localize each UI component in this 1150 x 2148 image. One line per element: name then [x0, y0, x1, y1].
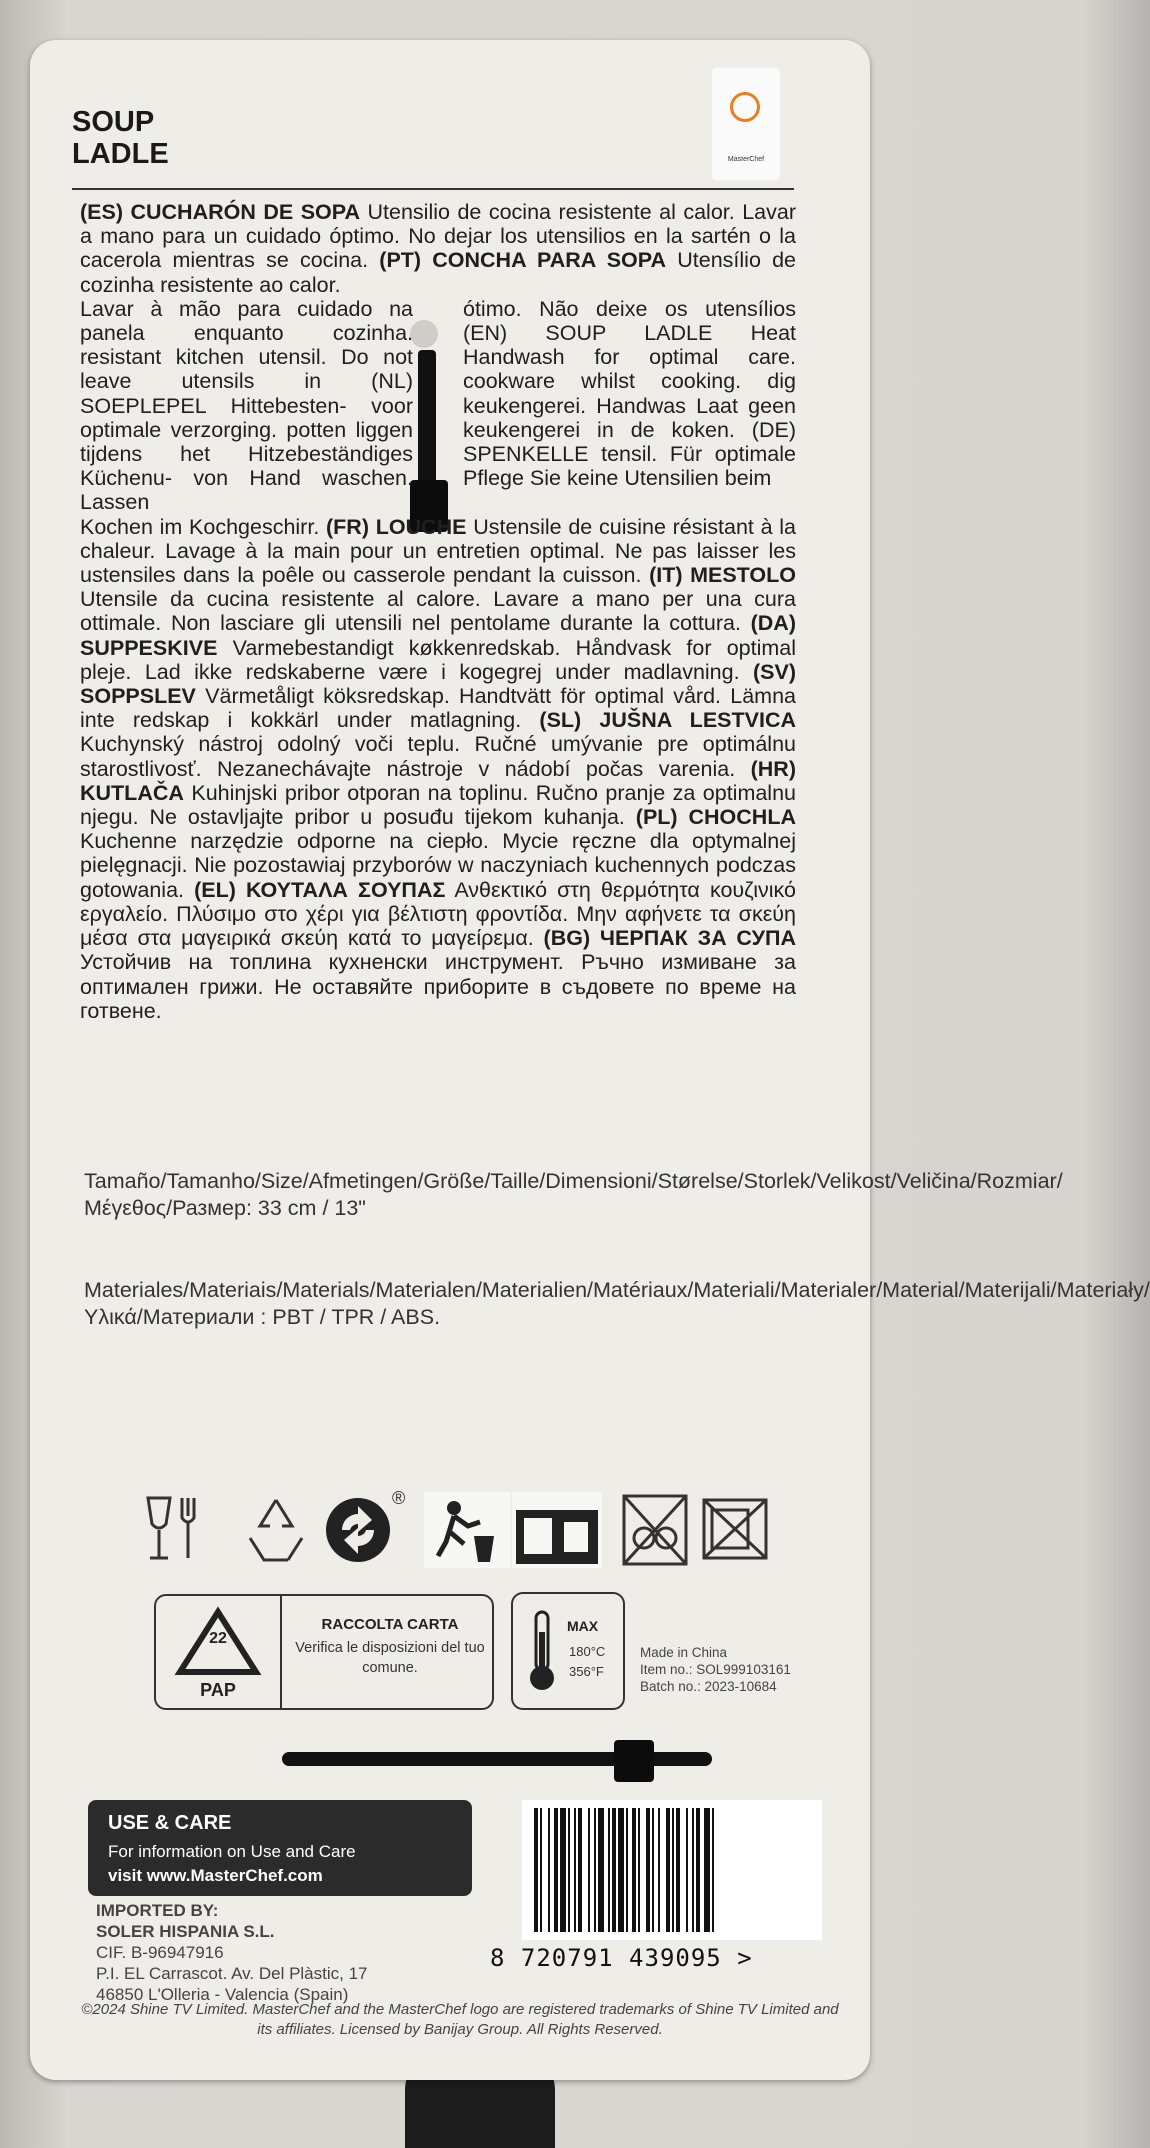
right-column-text: ótimo. Não deixe os utensílios (EN) SOUP LADLE Heat Handwash for optimal care. cookware whilst cooking. dig keukengerei. Handwas Laat geen keukengerei in de koken. (DE) SPENKELLE tensil. Für optimale Pflege Sie keine Utensilien beim — [463, 296, 796, 491]
materials-info: Materiales/Materiais/Materials/Materialen/Materialien/Matériaux/Materiali/Materialer/Material/Materijali/Materiały/Υλικά/Материали : PBT / TPR / ABS. — [84, 1278, 1150, 1329]
barcode-bar — [608, 1808, 610, 1932]
use-care-link[interactable]: visit www.MasterChef.com — [108, 1866, 323, 1885]
registered-mark: ® — [392, 1488, 406, 1508]
copyright-notice: ©2024 Shine TV Limited. MasterChef and the MasterChef logo are registered trademarks of Shine TV Limited and its affiliates. Licensed by Banijay Group. All Rights Reserved. — [81, 2001, 839, 2038]
size-info: Tamaño/Tamanho/Size/Afmetingen/Größe/Taille/Dimensioni/Størelse/Storlek/Velikost/Veličina/Rozmiar/Μέγεθος/Размер: 33 cm / 13" — [84, 1169, 1063, 1220]
pap-recycling-box — [154, 1594, 494, 1710]
rest-paragraph — [80, 515, 796, 1023]
barcode-bar — [612, 1808, 616, 1932]
food-safe-icon — [140, 1492, 220, 1568]
language-label: (HR) KUTLAČA — [80, 756, 796, 805]
raccolta-title: RACCOLTA CARTA — [321, 1616, 459, 1633]
barcode-bar — [534, 1808, 538, 1932]
logo-ring-icon — [730, 92, 760, 122]
barcode-bar — [548, 1808, 550, 1932]
barcode-bar — [686, 1808, 688, 1932]
recycle-bin-icon — [512, 1492, 602, 1568]
barcode-bar — [672, 1808, 674, 1932]
pap-label: PAP — [200, 1680, 236, 1700]
language-label: (SV) SOPPSLEV — [80, 659, 796, 709]
importer-address2: 46850 L'Olleria - Valencia (Spain) — [96, 1985, 349, 2004]
description-text: Utensílio de cozinha resistente ao calor. — [80, 248, 796, 297]
importer-name: SOLER HISPANIA S.L. — [96, 1922, 275, 1941]
barcode-bar — [618, 1808, 624, 1932]
importer-info — [96, 1900, 476, 2005]
temp-celsius: 180°C — [569, 1644, 606, 1659]
language-label: (PT) CONCHA PARA SOPA — [379, 248, 667, 273]
barcode-bar — [638, 1808, 640, 1932]
description-text: Устойчив на топлина кухненски инструмент. Ръчно измиване за оптимален грижи. Не оставяйте приборите в съдовете по време на готвене. — [80, 950, 796, 1023]
temp-fahrenheit: 356°F — [569, 1664, 604, 1679]
product-title: SOUP LADLE — [72, 106, 169, 170]
temp-max-label: MAX — [567, 1618, 599, 1634]
no-dishwasher-icon — [620, 1492, 690, 1568]
importer-cif: CIF. B-96947916 — [96, 1943, 224, 1962]
thermometer-icon — [525, 1608, 559, 1696]
max-temperature-box — [511, 1592, 625, 1710]
language-label: (IT) MESTOLO — [649, 563, 796, 588]
language-label: (FR) LOUCHE — [326, 514, 467, 539]
barcode-digits: 8 720791 439095 > — [490, 1944, 753, 1972]
masterchef-logo — [712, 68, 780, 180]
raccolta-note: Verifica le disposizioni del tuo comune. — [295, 1640, 485, 1676]
description-text: Kuchenne narzędzie odporne na ciepło. Mycie ręczne dla optymalnej pielęgnacji. Nie pozostawiaj przyborów w naczyniach kuchennych podczas gotowania. — [80, 829, 796, 902]
barcode-bar — [676, 1808, 680, 1932]
barcode-bar — [578, 1808, 582, 1932]
barcode-bar — [696, 1808, 700, 1932]
barcode-bar — [646, 1808, 650, 1932]
barcode-bar — [554, 1808, 558, 1932]
use-care-line1: For information on Use and Care — [108, 1842, 356, 1861]
title-divider — [72, 188, 794, 190]
barcode-bar — [712, 1808, 714, 1932]
language-label: (SL) JUŠNA LESTVICA — [539, 708, 796, 733]
barcode-bar — [632, 1808, 636, 1932]
green-dot-icon — [320, 1492, 400, 1568]
description-text: Utensilio de cocina resistente al calor. Lavar a mano para un cuidado óptimo. No dejar los utensilios en la sartén o la cacerola mientras se cocina. — [80, 200, 796, 273]
use-care-box — [88, 1800, 472, 1896]
multilingual-description — [80, 200, 796, 1023]
barcode-bar — [574, 1808, 576, 1932]
language-label: (BG) ЧЕРПАК ЗА СУПА — [543, 926, 796, 951]
pap-number: 22 — [209, 1630, 227, 1647]
barcode-bar — [540, 1808, 542, 1932]
two-column-text — [80, 297, 796, 515]
recycle-icon — [236, 1492, 316, 1568]
description-text: Varmebestandigt køkkenredskab. Håndvask for optimal pleje. Lad ikke redskaberne være i kogegrej under madlavning. — [80, 635, 796, 684]
barcode-bar — [626, 1808, 628, 1932]
care-icons-row — [140, 1488, 780, 1572]
tidyman-icon — [424, 1492, 510, 1568]
use-care-title: USE & CARE — [108, 1812, 232, 1834]
description-text: Ustensile de cuisine résistant à la chaleur. Lavage à la main pour un entretien optimal. Ne pas laisser les ustensiles dans la poêle ou casserole pendant la cuisson. — [80, 514, 796, 588]
language-label: (DA) SUPPESKIVE — [80, 611, 796, 660]
description-text: Kuchynský nástroj odolný voči teplu. Ručné umývanie pre optimálnu starostlivosť. Nezanechávajte nástroje v nádobí počas varenia. — [80, 732, 796, 781]
barcode — [522, 1800, 822, 1940]
left-column-text: Lavar à mão para cuidado na panela enquanto cozinha. resistant kitchen utensil. Do not leave utensils in (NL) SOEPLEPEL Hittebesten- voor optimale verzorging. potten liggen tijdens het Hitzebeständiges Küchenu- von Hand waschen. Lassen — [80, 296, 413, 515]
imported-by-label: IMPORTED BY: — [96, 1901, 219, 1920]
description-text: Kochen im Kochgeschirr. — [80, 514, 327, 539]
item-number: Item no.: SOL999103161 — [640, 1662, 791, 1677]
pap-divider — [280, 1596, 282, 1708]
barcode-bar — [692, 1808, 694, 1932]
language-label: (ES) CUCHARÓN DE SOPA — [80, 200, 361, 224]
made-in: Made in China — [640, 1645, 728, 1660]
logo-brand-text: MasterChef — [727, 156, 765, 163]
barcode-bar — [704, 1808, 710, 1932]
description-text: Värmetåligt köksredskap. Handtvätt för optimal vård. Lämna inte redskap i kokkärl under matlagning. — [80, 684, 796, 733]
description-text: Ανθεκτικό στη θερμότητα κουζινικό εργαλείο. Πλύσιμο στο χέρι για βέλτιστη φροντίδα. Μην αφήνετε τα σκεύη μέσα στα μαγειρικά σκεύη κατά το μαγείρεμα. — [80, 877, 797, 951]
intro-paragraph — [80, 200, 796, 297]
origin-info — [640, 1644, 840, 1695]
no-microwave-icon — [700, 1492, 770, 1568]
barcode-bar — [652, 1808, 654, 1932]
barcode-bar — [588, 1808, 590, 1932]
barcode-bar — [594, 1808, 596, 1932]
barcode-bar — [598, 1808, 604, 1932]
batch-number: Batch no.: 2023-10684 — [640, 1679, 777, 1694]
cable-tie-head-lower — [614, 1740, 654, 1782]
importer-address1: P.I. EL Carrascot. Av. Del Plàstic, 17 — [96, 1964, 368, 1983]
language-label: (PL) CHOCHLA — [635, 805, 796, 830]
barcode-bar — [568, 1808, 570, 1932]
barcode-bar — [658, 1808, 660, 1932]
language-label: (EL) ΚΟΥΤΑΛΑ ΣΟΥΠΑΣ — [194, 877, 446, 902]
barcode-bar — [560, 1808, 566, 1932]
barcode-bar — [666, 1808, 670, 1932]
description-text: Kuhinjski pribor otporan na toplinu. Ručno pranje za optimalnu njegu. Ne ostavljajte pribor u posuđu tijekom kuhanja. — [80, 780, 796, 830]
description-text: Utensile da cucina resistente al calore. Lavare a mano per una cura ottimale. Non lasciare gli utensili nel pentolame durante la cottura. — [80, 587, 796, 636]
